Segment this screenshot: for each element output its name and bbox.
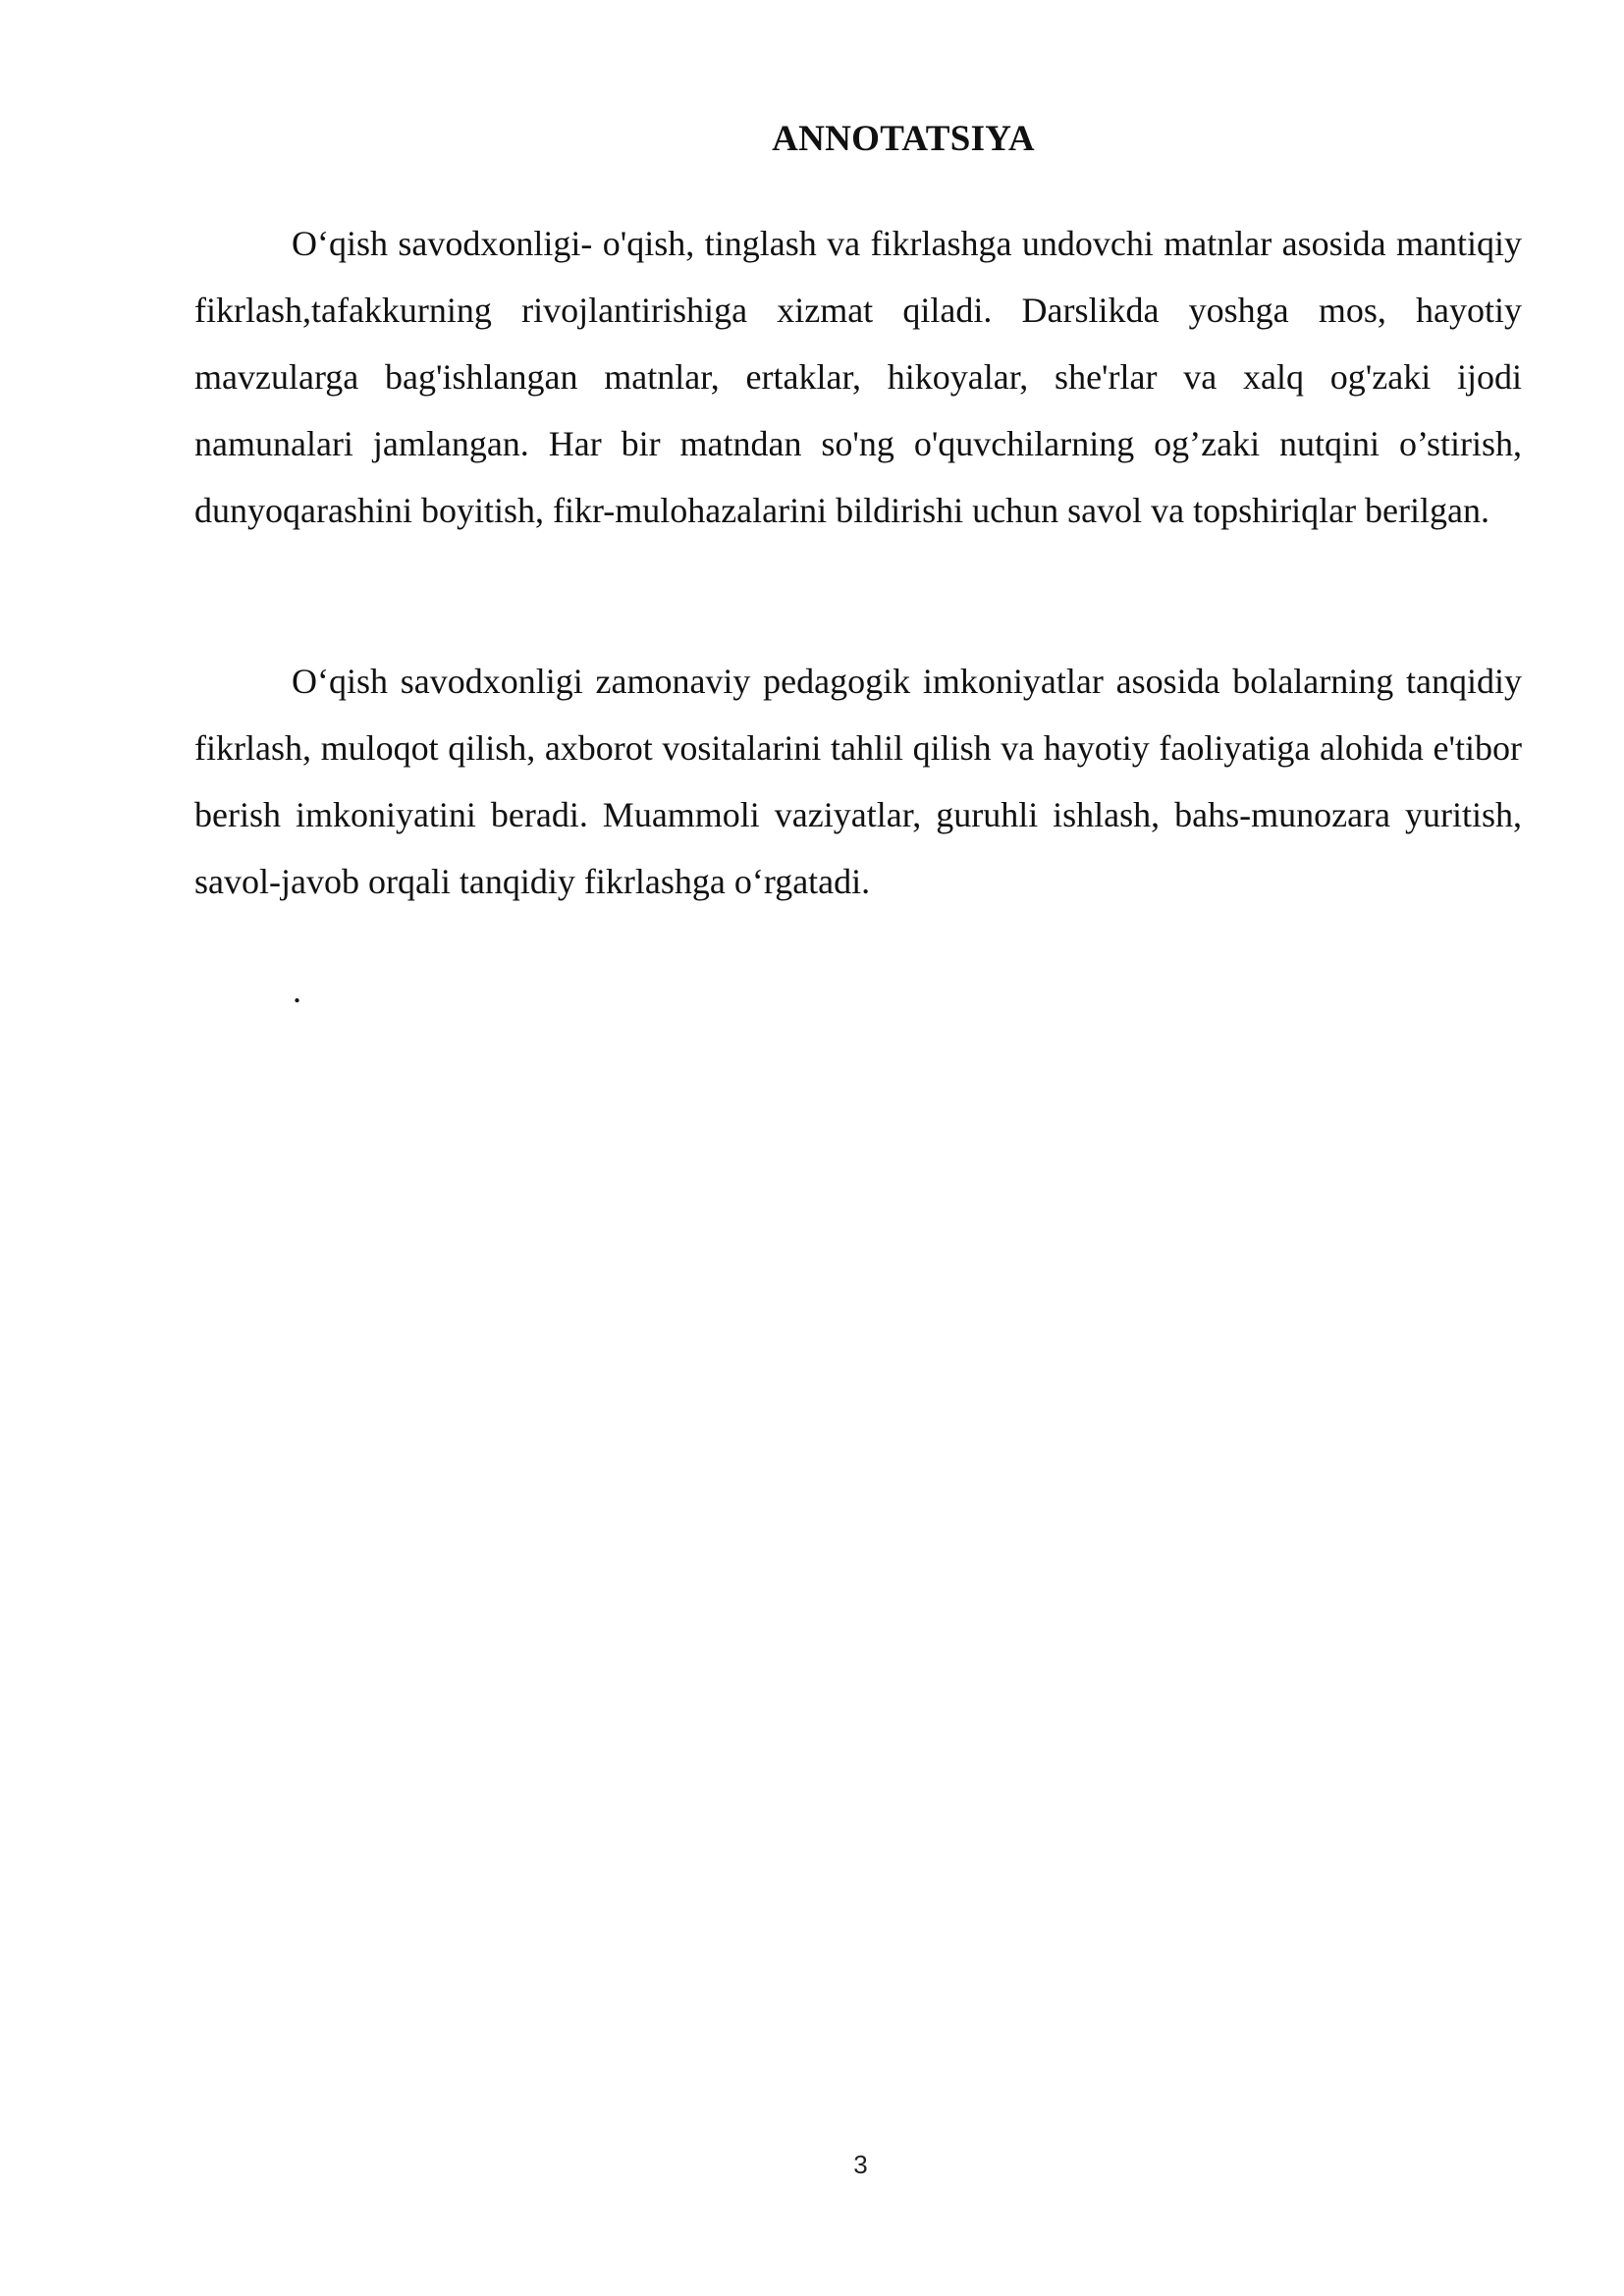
page-title: ANNOTATSIYA xyxy=(772,119,1035,159)
trailing-dot: . xyxy=(293,971,301,1010)
page-number: 3 xyxy=(853,2150,868,2179)
paragraph-1: O‘qish savodxonligi- o'qish, tinglash va fikrlashga undovchi matnlar asosida mantiqiy fikrlash,tafakkurning rivojlantirishiga xizmat qiladi. Darslikda yoshga mos, hayotiy mavzularga bag'ishlangan matnlar, ertaklar, hikoyalar, she'rlar va xalq og'zaki ijodi namunalari jamlangan. Har bir matndan so'ng o'quvchilarning og’zaki nutqini o’stirish, dunyoqarashini boyitish, fikr-mulohazalarini bildirishi uchun savol va topshiriqlar berilgan. xyxy=(194,224,1522,530)
paragraph-2: O‘qish savodxonligi zamonaviy pedagogik imkoniyatlar asosida bolalarning tanqidiy fikrlash, muloqot qilish, axborot vositalarini tahlil qilish va hayotiy faoliyatiga alohida e'tibor berish imkoniyatini beradi. Muammoli vaziyatlar, guruhli ishlash, bahs-munozara yuritish, savol-javob orqali tanqidiy fikrlashga o‘rgatadi. xyxy=(194,662,1522,901)
